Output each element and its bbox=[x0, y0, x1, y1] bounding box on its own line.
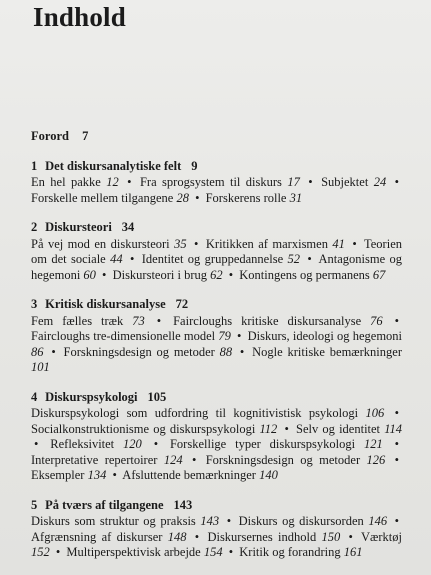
section-title: Multiperspektivisk arbejde bbox=[66, 545, 204, 559]
section-title: Fem fælles træk bbox=[31, 313, 133, 328]
chapter-heading bbox=[31, 297, 402, 313]
section-item bbox=[31, 406, 384, 420]
section-page: 154 bbox=[203, 545, 223, 559]
section-page: 114 bbox=[384, 421, 403, 436]
forord-entry bbox=[31, 129, 402, 145]
section-page: 41 bbox=[332, 236, 345, 251]
chapter-number: 4 bbox=[31, 389, 38, 404]
section-page: 146 bbox=[368, 514, 388, 528]
bullet-separator: • bbox=[394, 514, 400, 528]
section-page: 134 bbox=[87, 468, 107, 482]
chapter-title: Kritisk diskursanalyse bbox=[42, 297, 166, 311]
section-list bbox=[31, 514, 402, 561]
section-page: 126 bbox=[366, 452, 386, 467]
chapter-entry bbox=[31, 390, 402, 484]
bullet-separator: • bbox=[191, 452, 197, 467]
chapter-entry bbox=[31, 159, 402, 207]
section-title: Kritikken af marxismen bbox=[205, 236, 333, 251]
section-item bbox=[64, 345, 233, 359]
section-list bbox=[31, 314, 402, 376]
section-item bbox=[31, 314, 145, 328]
bullet-separator: • bbox=[237, 329, 242, 343]
section-title: Forskningsdesign og metoder bbox=[63, 344, 220, 359]
section-page: 17 bbox=[287, 175, 300, 189]
section-item bbox=[207, 530, 340, 544]
section-item bbox=[66, 545, 222, 559]
section-item bbox=[239, 514, 387, 528]
section-item bbox=[31, 237, 187, 251]
section-title: På vej mod en diskursteori bbox=[31, 236, 175, 251]
bullet-separator: • bbox=[394, 406, 400, 420]
section-title: Refleksivitet bbox=[50, 437, 124, 451]
bullet-separator: • bbox=[195, 190, 200, 205]
section-title: Forskellige typer diskurspsykologi bbox=[169, 437, 364, 451]
section-title: Diskurs og diskursorden bbox=[238, 514, 369, 528]
section-page: 24 bbox=[373, 175, 387, 189]
section-page: 62 bbox=[210, 267, 223, 282]
bullet-separator: • bbox=[112, 468, 117, 482]
section-list bbox=[31, 237, 402, 284]
bullet-separator: • bbox=[348, 529, 353, 544]
chapter-title: På tværs af tilgangene bbox=[42, 497, 164, 512]
bullet-separator: • bbox=[127, 175, 132, 189]
forord-page: 7 bbox=[82, 129, 89, 143]
chapter-title: Det diskursanalytiske felt bbox=[42, 158, 182, 173]
chapter-heading bbox=[31, 220, 402, 236]
chapter-page: 72 bbox=[175, 297, 189, 311]
section-title: Forskerens rolle bbox=[205, 190, 290, 205]
section-title: Forskningsdesign og metoder bbox=[205, 452, 367, 467]
section-item bbox=[142, 252, 300, 266]
bullet-separator: • bbox=[394, 313, 400, 328]
section-title: Diskursteori i brug bbox=[112, 267, 211, 282]
section-title: Faircloughs kritiske diskursanalyse bbox=[173, 313, 371, 328]
section-item bbox=[170, 437, 383, 451]
section-title: Identitet og gruppedannelse bbox=[141, 252, 288, 266]
bullet-separator: • bbox=[394, 437, 400, 451]
section-item bbox=[31, 468, 106, 482]
section-title: Nogle kritiske bemærkninger bbox=[252, 344, 402, 359]
section-page: 35 bbox=[174, 236, 187, 251]
bullet-separator: • bbox=[228, 267, 234, 282]
section-item bbox=[50, 437, 142, 451]
section-title: En hel pakke bbox=[31, 175, 107, 189]
section-item bbox=[31, 530, 186, 544]
section-item bbox=[296, 422, 402, 436]
section-page: 60 bbox=[83, 267, 96, 282]
chapter-number: 5 bbox=[31, 497, 38, 512]
bullet-separator: • bbox=[55, 545, 61, 559]
section-title: Faircloughs tre-dimensionelle model bbox=[31, 329, 219, 343]
section-title: Antagonisme og hegemoni bbox=[31, 252, 403, 282]
bullet-separator: • bbox=[153, 437, 159, 451]
section-title: Interpretative repertoirer bbox=[31, 452, 164, 467]
section-page: 73 bbox=[132, 313, 145, 328]
section-item bbox=[239, 268, 385, 282]
section-title: Afgrænsning af diskurser bbox=[31, 529, 168, 544]
chapter-title: Diskursteori bbox=[42, 220, 112, 234]
bullet-separator: • bbox=[239, 344, 245, 359]
chapter-entry bbox=[31, 220, 402, 283]
bullet-separator: • bbox=[194, 236, 199, 251]
bullet-separator: • bbox=[284, 421, 289, 436]
section-item bbox=[113, 268, 223, 282]
section-title: Diskurs som struktur og praksis bbox=[31, 514, 201, 528]
bullet-separator: • bbox=[226, 514, 232, 528]
section-page: 44 bbox=[110, 252, 123, 266]
chapter-page: 34 bbox=[121, 220, 135, 234]
section-page: 76 bbox=[370, 313, 383, 328]
section-item bbox=[31, 191, 189, 205]
bullet-separator: • bbox=[51, 344, 56, 359]
section-page: 79 bbox=[218, 329, 231, 343]
chapter-number: 1 bbox=[31, 158, 38, 173]
section-item bbox=[31, 175, 119, 189]
section-item bbox=[31, 329, 231, 343]
bullet-separator: • bbox=[194, 529, 200, 544]
section-title: Teorien om det sociale bbox=[31, 236, 402, 266]
section-item bbox=[122, 468, 278, 482]
section-title: Diskurs, ideologi og hegemoni bbox=[247, 329, 403, 343]
bullet-separator: • bbox=[228, 545, 234, 559]
section-title: Eksempler bbox=[31, 468, 88, 482]
bullet-separator: • bbox=[352, 236, 357, 251]
section-page: 12 bbox=[106, 175, 119, 189]
chapter-heading bbox=[31, 390, 402, 406]
chapter-page: 105 bbox=[147, 389, 167, 404]
section-title: Kritik og forandring bbox=[239, 545, 344, 559]
bullet-separator: • bbox=[394, 452, 399, 467]
chapter-entry bbox=[31, 498, 402, 561]
section-page: 88 bbox=[219, 344, 233, 359]
chapter-number: 3 bbox=[31, 297, 38, 311]
section-item bbox=[206, 453, 386, 467]
chapter-title: Diskurspsykologi bbox=[42, 389, 138, 404]
section-item bbox=[239, 545, 362, 559]
section-title: Socialkonstruktionisme og diskurspsykologi bbox=[31, 421, 260, 436]
chapter-heading bbox=[31, 159, 402, 175]
section-page: 143 bbox=[200, 514, 220, 528]
section-title: Værktøj bbox=[361, 529, 402, 544]
section-item bbox=[206, 237, 345, 251]
section-page: 106 bbox=[365, 406, 385, 420]
section-page: 148 bbox=[167, 529, 187, 544]
section-page: 150 bbox=[321, 529, 341, 544]
section-item bbox=[140, 175, 300, 189]
bullet-separator: • bbox=[156, 313, 162, 328]
section-page: 52 bbox=[287, 252, 301, 266]
chapter-entry bbox=[31, 297, 402, 376]
section-item bbox=[321, 175, 386, 189]
section-item bbox=[173, 314, 383, 328]
section-title: Diskurspsykologi som udfordring til kognitivistisk psykologi bbox=[31, 406, 366, 420]
section-item bbox=[206, 191, 303, 205]
section-title: Selv og identitet bbox=[296, 421, 385, 436]
section-title: Kontingens og permanens bbox=[239, 267, 373, 282]
section-list bbox=[31, 175, 402, 206]
section-page: 161 bbox=[343, 545, 363, 559]
chapter-list bbox=[31, 159, 402, 561]
bullet-separator: • bbox=[129, 252, 135, 266]
section-item bbox=[31, 514, 219, 528]
section-page: 152 bbox=[31, 545, 50, 559]
page-title: Indhold bbox=[33, 2, 126, 32]
section-page: 120 bbox=[123, 437, 142, 451]
section-page: 112 bbox=[259, 421, 278, 436]
section-page: 101 bbox=[31, 360, 50, 374]
section-item bbox=[31, 422, 277, 436]
section-page: 86 bbox=[31, 344, 44, 359]
bullet-separator: • bbox=[34, 437, 39, 451]
section-list bbox=[31, 406, 402, 484]
section-title: Fra sprogsystem til diskurs bbox=[139, 175, 288, 189]
section-page: 121 bbox=[363, 437, 383, 451]
section-title: Diskursernes indhold bbox=[207, 529, 322, 544]
chapter-number: 2 bbox=[31, 220, 38, 234]
section-title: Subjektet bbox=[321, 175, 374, 189]
section-title: Forskelle mellem tilgangene bbox=[31, 190, 177, 205]
section-page: 124 bbox=[163, 452, 183, 467]
chapter-heading bbox=[31, 498, 402, 514]
bullet-separator: • bbox=[308, 175, 313, 189]
chapter-page: 143 bbox=[173, 497, 193, 512]
section-page: 140 bbox=[259, 468, 278, 482]
section-title: Afsluttende bemærkninger bbox=[122, 468, 260, 482]
bullet-separator: • bbox=[102, 267, 107, 282]
bullet-separator: • bbox=[394, 175, 400, 189]
forord-label: Forord bbox=[31, 129, 69, 143]
chapter-page: 9 bbox=[191, 158, 198, 173]
bullet-separator: • bbox=[307, 252, 312, 266]
section-page: 31 bbox=[289, 190, 303, 205]
section-page: 28 bbox=[176, 190, 189, 205]
table-of-contents bbox=[31, 129, 402, 575]
section-page: 67 bbox=[372, 267, 386, 282]
section-item bbox=[31, 453, 183, 467]
